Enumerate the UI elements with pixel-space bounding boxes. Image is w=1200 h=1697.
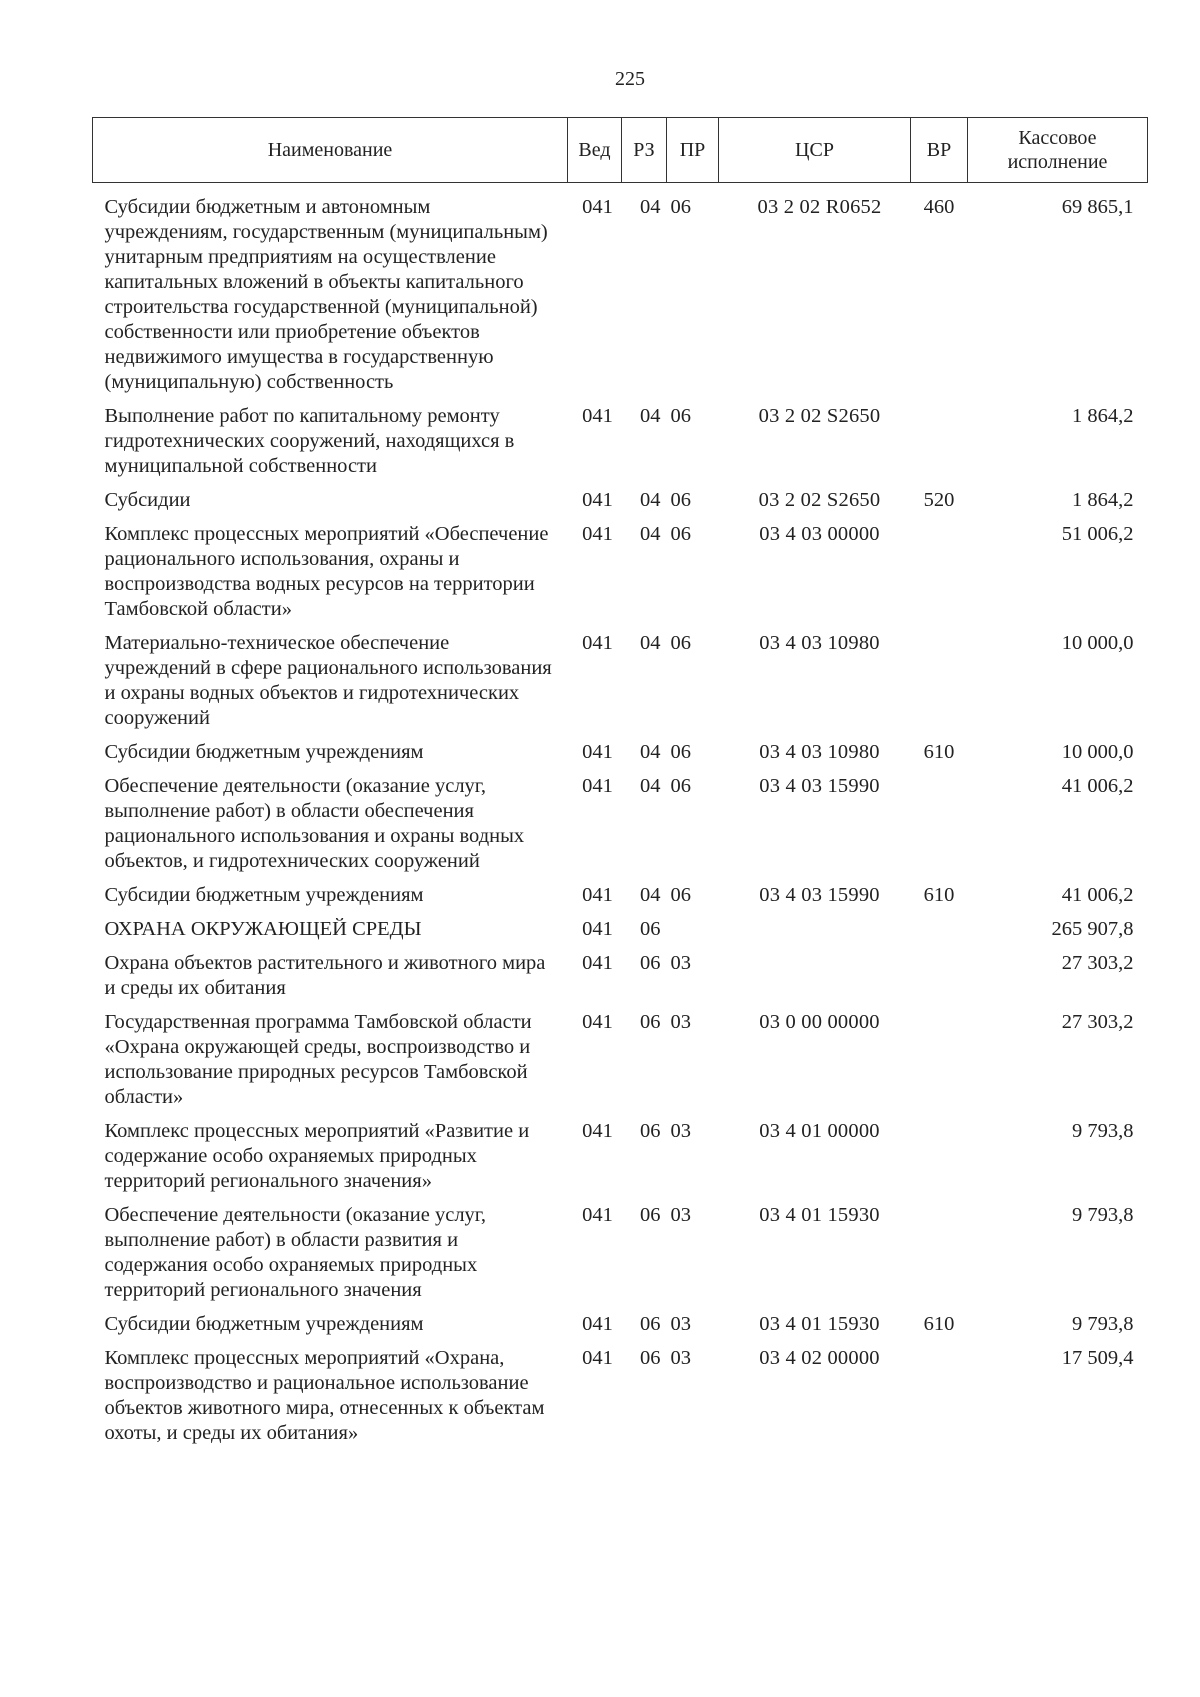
row-vr: 610 — [923, 1313, 955, 1335]
table-row — [93, 488, 1148, 522]
row-sum: 69 865,1 — [1061, 196, 1134, 218]
table-row-section — [93, 917, 1148, 951]
table-row — [93, 1346, 1148, 1455]
row-pr: 03 — [670, 1204, 691, 1226]
row-sum: 41 006,2 — [1061, 884, 1134, 906]
row-ved: 041 — [582, 523, 613, 545]
row-csr: 03 0 00 00000 — [759, 1011, 880, 1033]
row-csr: 03 4 03 00000 — [759, 523, 880, 545]
row-name: Обеспечение деятельности (оказание услуг, выполнение работ) в области развития и содержания особо охраняемых природных территорий регионального значения — [104, 1204, 487, 1301]
row-vr — [911, 404, 968, 488]
row-sum: 1 864,2 — [1072, 489, 1134, 511]
table-row — [93, 1010, 1148, 1119]
row-rz: 06 — [640, 918, 661, 940]
row-sum: 51 006,2 — [1061, 523, 1134, 545]
column-header-ved: Вед — [568, 118, 622, 183]
row-pr: 06 — [670, 884, 691, 906]
column-header-pr: ПР — [667, 118, 719, 183]
row-name: Выполнение работ по капитальному ремонту гидротехнических сооружений, находящихся в муниципальной собственности — [104, 405, 515, 477]
row-vr — [911, 1203, 968, 1312]
row-ved: 041 — [582, 918, 613, 940]
row-rz: 04 — [640, 405, 661, 427]
row-vr — [911, 1010, 968, 1119]
row-rz: 04 — [640, 523, 661, 545]
row-rz: 04 — [640, 196, 661, 218]
row-pr: 03 — [670, 1120, 691, 1142]
row-csr: 03 2 02 S2650 — [758, 405, 881, 427]
table-row — [93, 631, 1148, 740]
row-sum: 265 907,8 — [1051, 918, 1134, 940]
row-csr: 03 4 01 00000 — [759, 1120, 880, 1142]
row-pr: 06 — [670, 632, 691, 654]
row-pr: 06 — [670, 775, 691, 797]
row-sum: 27 303,2 — [1061, 1011, 1134, 1033]
row-vr — [911, 631, 968, 740]
row-vr — [911, 1346, 968, 1455]
row-pr: 03 — [670, 1313, 691, 1335]
table-header-row — [93, 118, 1148, 183]
table-row — [93, 1312, 1148, 1346]
row-name: ОХРАНА ОКРУЖАЮЩЕЙ СРЕДЫ — [104, 918, 422, 940]
table-row — [93, 740, 1148, 774]
row-name: Охрана объектов растительного и животного мира и среды их обитания — [104, 952, 546, 999]
row-csr: 03 2 02 S2650 — [758, 489, 881, 511]
row-rz: 06 — [640, 1120, 661, 1142]
row-csr: 03 4 03 15990 — [759, 775, 880, 797]
table-row — [93, 183, 1148, 405]
row-csr: 03 4 03 15990 — [759, 884, 880, 906]
row-csr — [719, 951, 911, 1010]
row-ved: 041 — [582, 489, 613, 511]
row-vr — [911, 951, 968, 1010]
row-sum: 10 000,0 — [1061, 632, 1134, 654]
row-sum: 9 793,8 — [1072, 1204, 1134, 1226]
row-name: Комплекс процессных мероприятий «Обеспечение рационального использования, охраны и воспроизводства водных ресурсов на территории Тамбовской области» — [104, 523, 549, 620]
row-vr — [911, 522, 968, 631]
row-rz: 06 — [640, 1011, 661, 1033]
row-name: Государственная программа Тамбовской области «Охрана окружающей среды, воспроизводство и использование природных ресурсов Тамбовской области» — [104, 1011, 532, 1108]
row-sum: 10 000,0 — [1061, 741, 1134, 763]
row-ved: 041 — [582, 1313, 613, 1335]
row-ved: 041 — [582, 1204, 613, 1226]
row-pr: 06 — [670, 741, 691, 763]
row-rz: 06 — [640, 952, 661, 974]
row-csr: 03 4 01 15930 — [759, 1313, 880, 1335]
budget-execution-table — [92, 117, 1148, 1455]
row-rz: 06 — [640, 1347, 661, 1369]
row-vr — [911, 774, 968, 883]
row-vr — [911, 1119, 968, 1203]
table-row — [93, 404, 1148, 488]
row-name: Комплекс процессных мероприятий «Охрана, воспроизводство и рациональное использование объектов животного мира, отнесенных к объектам охоты, и среды их обитания» — [104, 1347, 545, 1444]
row-pr: 03 — [670, 1011, 691, 1033]
row-ved: 041 — [582, 884, 613, 906]
row-pr: 06 — [670, 405, 691, 427]
column-header-csr: ЦСР — [719, 118, 911, 183]
column-header-name: Наименование — [93, 118, 568, 183]
row-pr: 03 — [670, 1347, 691, 1369]
row-ved: 041 — [582, 741, 613, 763]
table-row — [93, 951, 1148, 1010]
row-rz: 04 — [640, 775, 661, 797]
row-pr — [667, 917, 719, 951]
row-name: Материально-техническое обеспечение учреждений в сфере рационального использования и охраны водных объектов и гидротехнических сооружений — [104, 632, 552, 729]
row-vr: 610 — [923, 741, 955, 763]
row-vr: 520 — [923, 489, 955, 511]
row-ved: 041 — [582, 196, 613, 218]
row-rz: 06 — [640, 1204, 661, 1226]
table-row — [93, 522, 1148, 631]
row-rz: 06 — [640, 1313, 661, 1335]
row-sum: 9 793,8 — [1072, 1120, 1134, 1142]
table-row — [93, 883, 1148, 917]
row-name: Комплекс процессных мероприятий «Развитие и содержание особо охраняемых природных территорий регионального значения» — [104, 1120, 530, 1192]
row-name: Субсидии — [104, 489, 191, 511]
row-vr: 610 — [923, 884, 955, 906]
row-pr: 03 — [670, 952, 691, 974]
row-ved: 041 — [582, 1011, 613, 1033]
row-ved: 041 — [582, 1120, 613, 1142]
row-sum: 17 509,4 — [1061, 1347, 1134, 1369]
row-ved: 041 — [582, 1347, 613, 1369]
row-csr — [719, 917, 911, 951]
column-header-rz: РЗ — [622, 118, 667, 183]
row-rz: 04 — [640, 884, 661, 906]
row-sum: 27 303,2 — [1061, 952, 1134, 974]
row-rz: 04 — [640, 489, 661, 511]
row-sum: 41 006,2 — [1061, 775, 1134, 797]
table-row — [93, 1203, 1148, 1312]
row-ved: 041 — [582, 405, 613, 427]
table-row — [93, 1119, 1148, 1203]
row-csr: 03 4 03 10980 — [759, 632, 880, 654]
row-sum: 9 793,8 — [1072, 1313, 1134, 1335]
row-csr: 03 2 02 R0652 — [757, 196, 882, 218]
row-vr: 460 — [923, 196, 955, 218]
row-name: Обеспечение деятельности (оказание услуг, выполнение работ) в области обеспечения рационального использования и охраны водных объектов, и гидротехнических сооружений — [104, 775, 525, 872]
column-header-vr: ВР — [911, 118, 968, 183]
row-pr: 06 — [670, 523, 691, 545]
row-vr — [911, 917, 968, 951]
row-csr: 03 4 03 10980 — [759, 741, 880, 763]
row-sum: 1 864,2 — [1072, 405, 1134, 427]
row-name: Субсидии бюджетным и автономным учреждениям, государственным (муниципальным) унитарным предприятиям на осуществление капитальных вложений в объекты капитального строительства государственной (муниципальной) собственности или приобретение объектов недвижимого имущества в государственную (муниципальную) собственность — [104, 196, 548, 393]
row-name: Субсидии бюджетным учреждениям — [104, 741, 424, 763]
table-row — [93, 774, 1148, 883]
row-csr: 03 4 01 15930 — [759, 1204, 880, 1226]
row-ved: 041 — [582, 775, 613, 797]
row-rz: 04 — [640, 632, 661, 654]
row-rz: 04 — [640, 741, 661, 763]
column-header-cash-execution: Кассовое исполнение — [968, 118, 1148, 183]
row-pr: 06 — [670, 196, 691, 218]
row-name: Субсидии бюджетным учреждениям — [104, 1313, 424, 1335]
row-csr: 03 4 02 00000 — [759, 1347, 880, 1369]
row-ved: 041 — [582, 952, 613, 974]
page-number: 225 — [615, 68, 645, 90]
row-ved: 041 — [582, 632, 613, 654]
row-name: Субсидии бюджетным учреждениям — [104, 884, 424, 906]
row-pr: 06 — [670, 489, 691, 511]
